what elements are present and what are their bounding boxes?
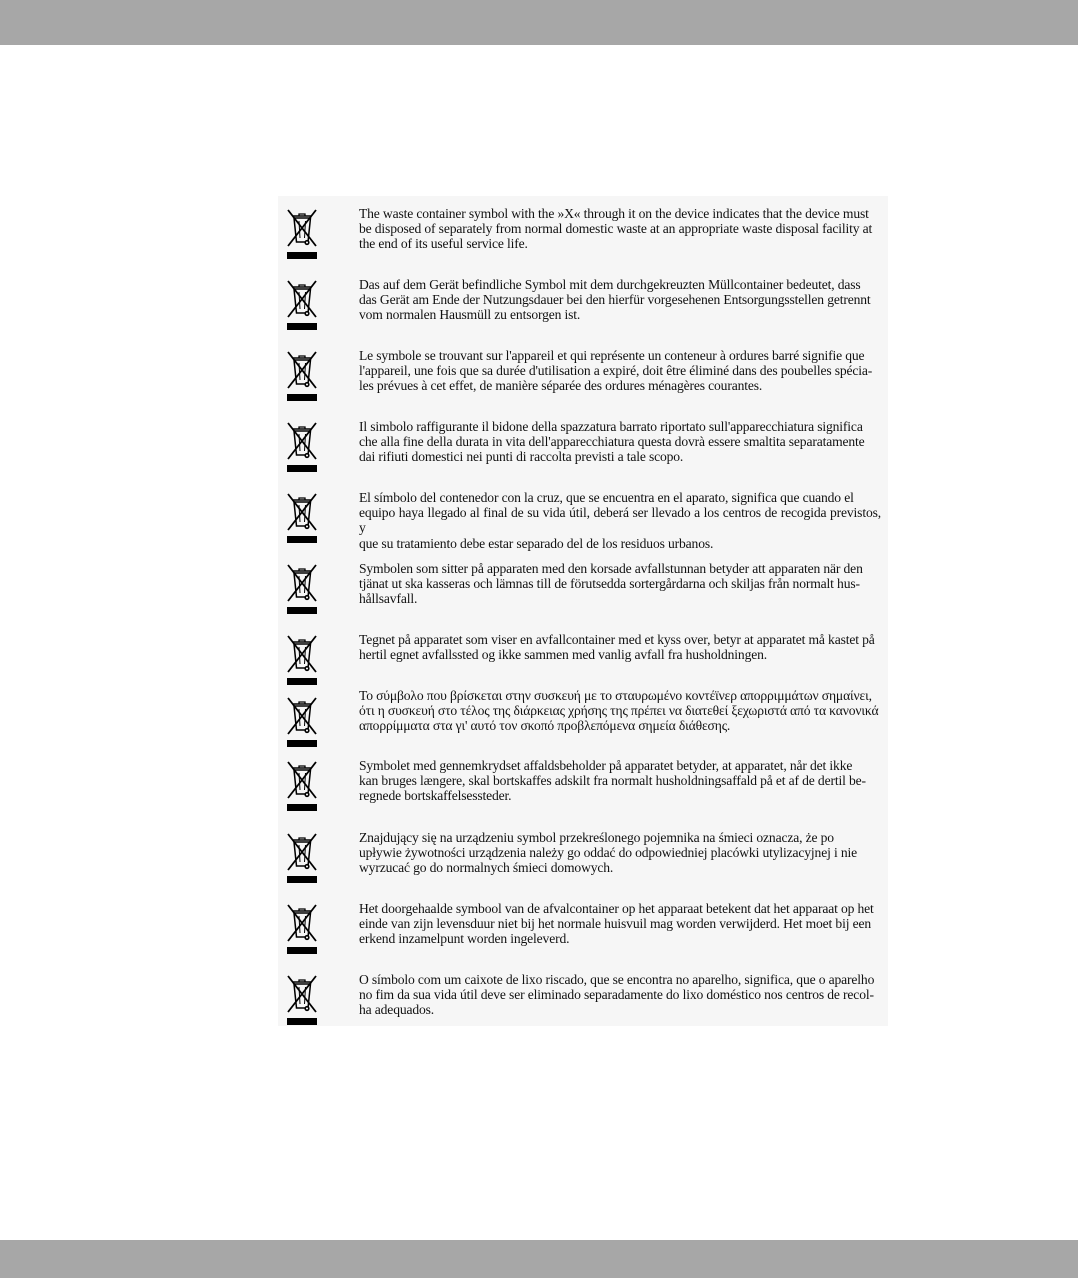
notice-text-no: Tegnet på apparatet som viser en avfallcontainer med et kyss over, betyr at apparatet må kastet på hertil egnet avfallssted og ikke sammen med vanlig avfall fra husholdningen. xyxy=(359,632,875,663)
crossed-out-bin-icon xyxy=(280,828,324,886)
notice-text-nl: Het doorgehaalde symbool van de afvalcontainer op het apparaat betekent dat het apparaat op het einde van zijn levensduur niet bij het normale huisvuil mag worden verwijderd. Het moet bij een erkend inzamelpunt worden ingeleverd. xyxy=(359,901,874,947)
crossed-out-bin-icon xyxy=(280,970,324,1028)
bottom-gray-bar xyxy=(0,1240,1078,1278)
crossed-out-bin-icon xyxy=(280,899,324,957)
notice-text-el: Το σύμβολο που βρίσκεται στην συσκευή με το σταυρωμένο κοντέϊνερ απορριμμάτων σημαίνει, ότι η συσκευή στο τέλος της διάρκειας χρήσης της πρέπει να διατεθεί ξεχωριστά από τα κανονικά απορρίμματα στα γι' αυτό τον σκοπό προβλεπόμενα σημεία διάθεσης. xyxy=(359,688,879,734)
notice-text-it: Il simbolo raffigurante il bidone della spazzatura barrato riportato sull'apparecchiatura significa che alla fine della durata in vita dell'apparecchiatura questa dovrà essere smaltita separatamente dai rifiuti domestici nei punti di raccolta previsti a tale scopo. xyxy=(359,419,865,465)
notice-text-pl: Znajdujący się na urządzeniu symbol przekreślonego pojemnika na śmieci oznacza, że po upływie żywotności urządzenia należy go oddać do odpowiedniej placówki utylizacyjnej i nie wyrzucać go do normalnych śmieci domowych. xyxy=(359,830,857,876)
crossed-out-bin-icon xyxy=(280,756,324,814)
weee-notice-block xyxy=(278,196,888,1026)
notice-text-fr: Le symbole se trouvant sur l'appareil et qui représente un conteneur à ordures barré signifie que l'appareil, une fois que sa durée d'utilisation a expiré, doit être éliminé dans des poubelles spécia- les prévues à cet effet, de manière séparée des ordures ménagères courantes. xyxy=(359,348,873,394)
crossed-out-bin-icon xyxy=(280,204,324,262)
crossed-out-bin-icon xyxy=(280,488,324,546)
crossed-out-bin-icon xyxy=(280,630,324,688)
notice-text-en: The waste container symbol with the »X« through it on the device indicates that the device must be disposed of separately from normal domestic waste at an appropriate waste disposal facility at the end of its useful service life. xyxy=(359,206,873,252)
notice-text-da: Symbolet med gennemkrydset affaldsbeholder på apparatet betyder, at apparatet, når det ikke kan bruges længere, skal bortskaffes adskilt fra normalt husholdningsaffald på et af de dertil be- regnede bortskaffelsessteder. xyxy=(359,758,866,804)
notice-text-sv: Symbolen som sitter på apparaten med den korsade avfallstunnan betyder att apparaten när den tjänat ut ska kasseras och lämnas till de förutsedda sortergårdarna och skiljas från normalt hus- hållsavfall. xyxy=(359,561,863,607)
top-gray-bar xyxy=(0,0,1078,45)
crossed-out-bin-icon xyxy=(280,275,324,333)
crossed-out-bin-icon xyxy=(280,417,324,475)
crossed-out-bin-icon xyxy=(280,692,324,750)
notice-text-de: Das auf dem Gerät befindliche Symbol mit dem durchgekreuzten Müllcontainer bedeutet, dass das Gerät am Ende der Nutzungsdauer bei den hierfür vorgesehenen Entsorgungsstellen getrennt vom normalen Hausmüll zu entsorgen ist. xyxy=(359,277,871,323)
crossed-out-bin-icon xyxy=(280,346,324,404)
notice-text-pt: O símbolo com um caixote de lixo riscado, que se encontra no aparelho, significa, que o aparelho no fim da sua vida útil deve ser eliminado separadamente do lixo doméstico nos centros de recol- ha adequados. xyxy=(359,972,875,1018)
notice-text-es: El símbolo del contenedor con la cruz, que se encuentra en el aparato, significa que cuando el equipo haya llegado al final de su vida útil, deberá ser llevado a los centros de recogida previstos, y que su tratamiento debe estar separado del de los residuos urbanos. xyxy=(359,490,881,551)
crossed-out-bin-icon xyxy=(280,559,324,617)
